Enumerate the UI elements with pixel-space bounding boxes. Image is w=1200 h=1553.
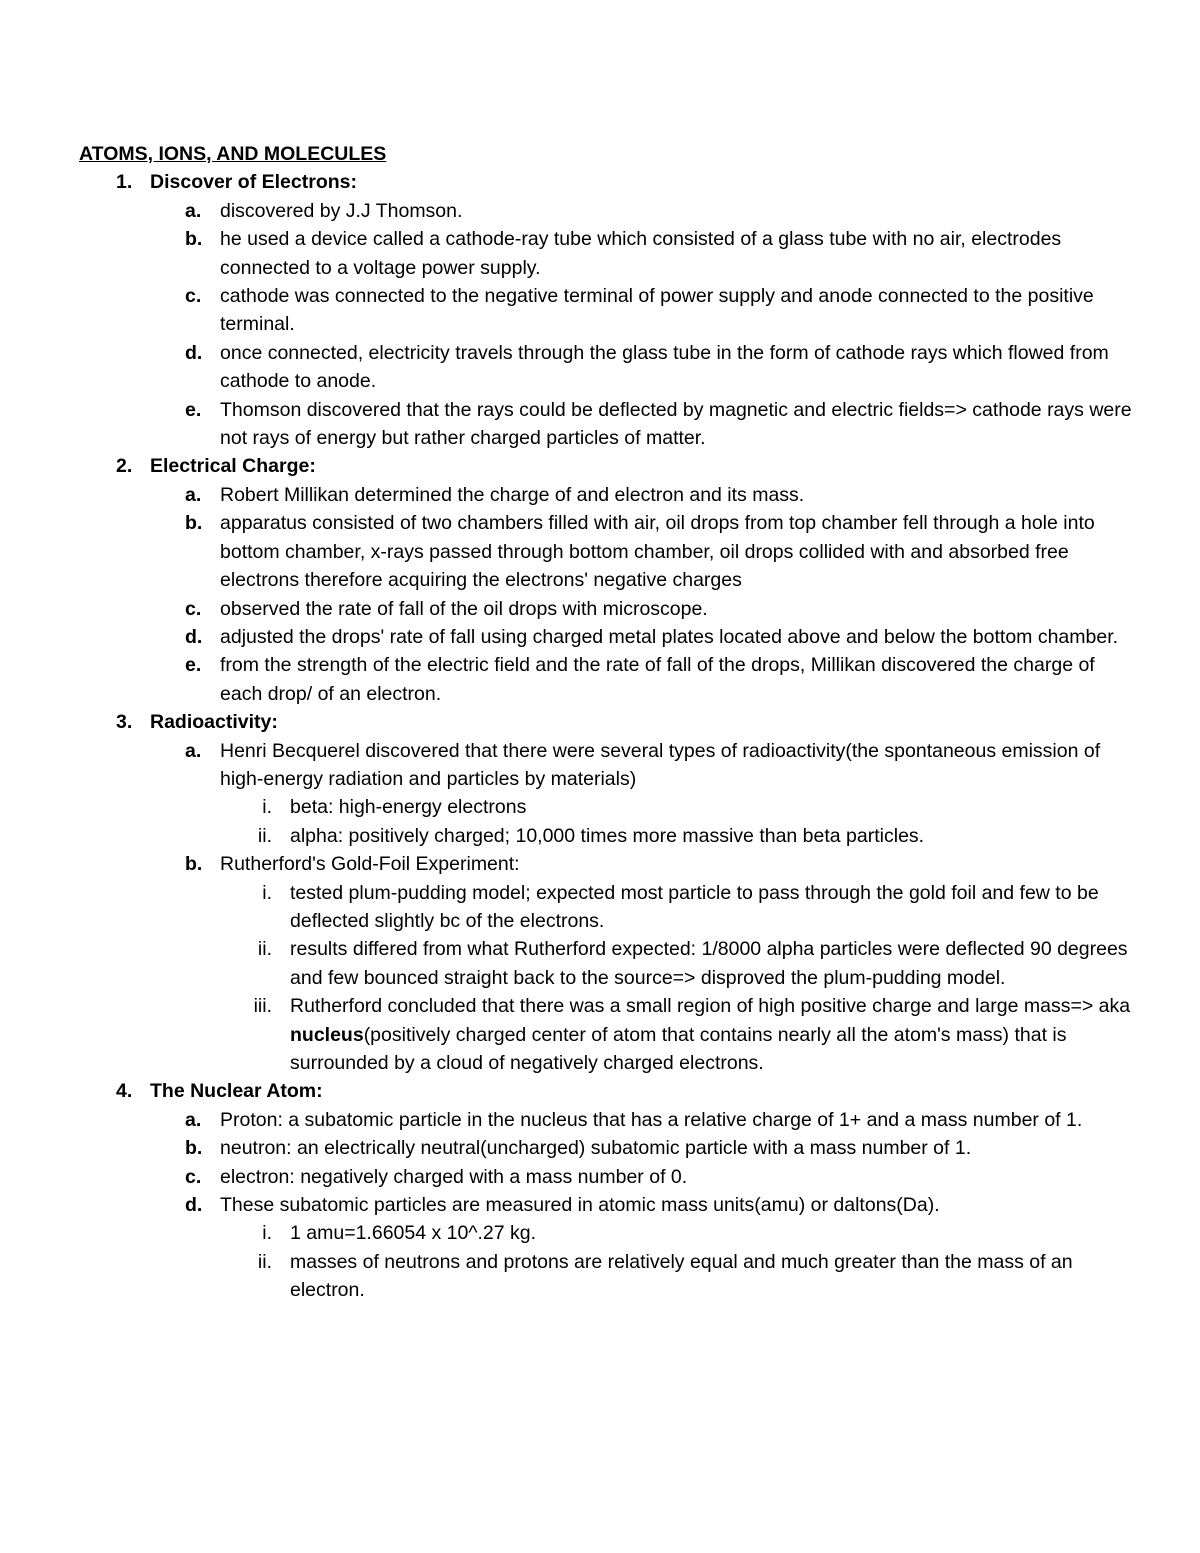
section-title: Discover of Electrons: [150,171,357,194]
item-letter: a. [185,483,202,506]
item-letter: b. [185,1137,203,1160]
sub-item-numeral: ii. [257,1250,272,1273]
sub-item-numeral: ii. [257,938,272,961]
list-item [79,623,1139,651]
section-number: 4. [116,1080,133,1103]
section-title: Radioactivity: [150,711,278,734]
sub-item-numeral: i. [262,1222,272,1245]
sub-item-text-after: (positively charged center of atom that contains nearly all the atom's mass) that is surrounded by a cloud of negatively charged electrons. [290,1023,1067,1074]
list-item [79,197,1139,225]
list-item [79,850,1139,878]
sub-item [79,1248,1139,1305]
sub-item-numeral: i. [262,881,272,904]
section-title: Electrical Charge: [150,455,316,478]
item-text: from the strength of the electric field and the rate of fall of the drops, Millikan discovered the charge of each drop/ of an electron. [220,654,1095,705]
sub-item-text: beta: high-energy electrons [290,796,527,819]
list-item [79,396,1139,453]
item-text: electron: negatively charged with a mass number of 0. [220,1165,688,1188]
item-text: Proton: a subatomic particle in the nucleus that has a relative charge of 1+ and a mass number of 1. [220,1108,1083,1131]
list-item [79,1191,1139,1219]
item-letter: a. [185,1108,202,1131]
sub-item-text: 1 amu=1.66054 x 10^.27 kg. [290,1222,537,1245]
list-item [79,651,1139,708]
sub-item-numeral: ii. [257,824,272,847]
section-number: 3. [116,711,133,734]
item-text: These subatomic particles are measured in atomic mass units(amu) or daltons(Da). [220,1194,940,1217]
item-letter: b. [185,853,203,876]
list-item [79,481,1139,509]
sub-item [79,1219,1139,1247]
sub-item-text: tested plum-pudding model; expected most particle to pass through the gold foil and few to be deflected slightly bc of the electrons. [290,881,1099,932]
section-heading [79,452,1139,480]
document-title: ATOMS, IONS, AND MOLECULES [79,143,387,165]
sub-item-text: results differed from what Rutherford expected: 1/8000 alpha particles were deflected 90 degrees and few bounced straight back to the source=> disproved the plum-pudding model. [290,938,1128,989]
item-letter: a. [185,199,202,222]
item-text: Robert Millikan determined the charge of and electron and its mass. [220,483,805,506]
item-letter: d. [185,625,203,648]
sub-item [79,879,1139,936]
item-text: observed the rate of fall of the oil drops with microscope. [220,597,708,620]
item-letter: e. [185,398,202,421]
sub-item-text-before: Rutherford concluded that there was a small region of high positive charge and large mass=> aka [290,995,1131,1018]
nucleus-keyword: nucleus [290,1023,364,1046]
item-text: once connected, electricity travels through the glass tube in the form of cathode rays which flowed from cathode to anode. [220,341,1109,393]
item-text: Henri Becquerel discovered that there were several types of radioactivity(the spontaneous emission of high-energy radiation and particles by materials) [220,739,1101,790]
item-letter: e. [185,654,202,677]
item-letter: c. [185,285,202,308]
sub-item-numeral: i. [262,796,272,819]
list-item [79,339,1139,396]
item-letter: b. [185,228,203,251]
list-item [79,225,1139,282]
list-item [79,737,1139,794]
section-heading [79,168,1139,196]
sub-item-text: alpha: positively charged; 10,000 times more massive than beta particles. [290,824,925,847]
section-title: The Nuclear Atom: [150,1080,323,1103]
sub-item [79,822,1139,850]
item-text: discovered by J.J Thomson. [220,199,463,222]
section-number: 2. [116,455,133,478]
list-item [79,1106,1139,1134]
item-letter: c. [185,597,202,620]
item-letter: b. [185,512,203,535]
item-text: neutron: an electrically neutral(uncharged) subatomic particle with a mass number of 1. [220,1137,972,1160]
sub-item [79,935,1139,992]
section-heading [79,708,1139,736]
item-text: adjusted the drops' rate of fall using charged metal plates located above and below the bottom chamber. [220,625,1119,648]
sub-item [79,992,1139,1077]
list-item [79,282,1139,339]
item-text: apparatus consisted of two chambers filled with air, oil drops from top chamber fell through a hole into bottom chamber, x-rays passed through bottom chamber, oil drops collided with and absorbed free electrons therefore acquiring the electrons' negative charges [220,512,1095,592]
item-letter: c. [185,1165,202,1188]
item-letter: a. [185,739,202,762]
item-text: cathode was connected to the negative terminal of power supply and anode connected to the positive terminal. [220,285,1094,336]
item-text: Thomson discovered that the rays could be deflected by magnetic and electric fields=> cathode rays were not rays of energy but rather charged particles of matter. [220,398,1132,450]
item-text: Rutherford's Gold-Foil Experiment: [220,853,520,876]
item-text: he used a device called a cathode-ray tube which consisted of a glass tube with no air, electrodes connected to a voltage power supply. [220,228,1062,279]
notes-content [79,140,1139,1305]
list-item [79,509,1139,594]
sub-item [79,793,1139,821]
section-heading [79,1077,1139,1105]
list-item [79,1163,1139,1191]
item-letter: d. [185,341,203,364]
list-item [79,1134,1139,1162]
sub-item-numeral: iii. [253,995,272,1018]
section-number: 1. [116,171,133,194]
list-item [79,595,1139,623]
sub-item-text: masses of neutrons and protons are relatively equal and much greater than the mass of an electron. [290,1250,1073,1302]
item-letter: d. [185,1194,203,1217]
